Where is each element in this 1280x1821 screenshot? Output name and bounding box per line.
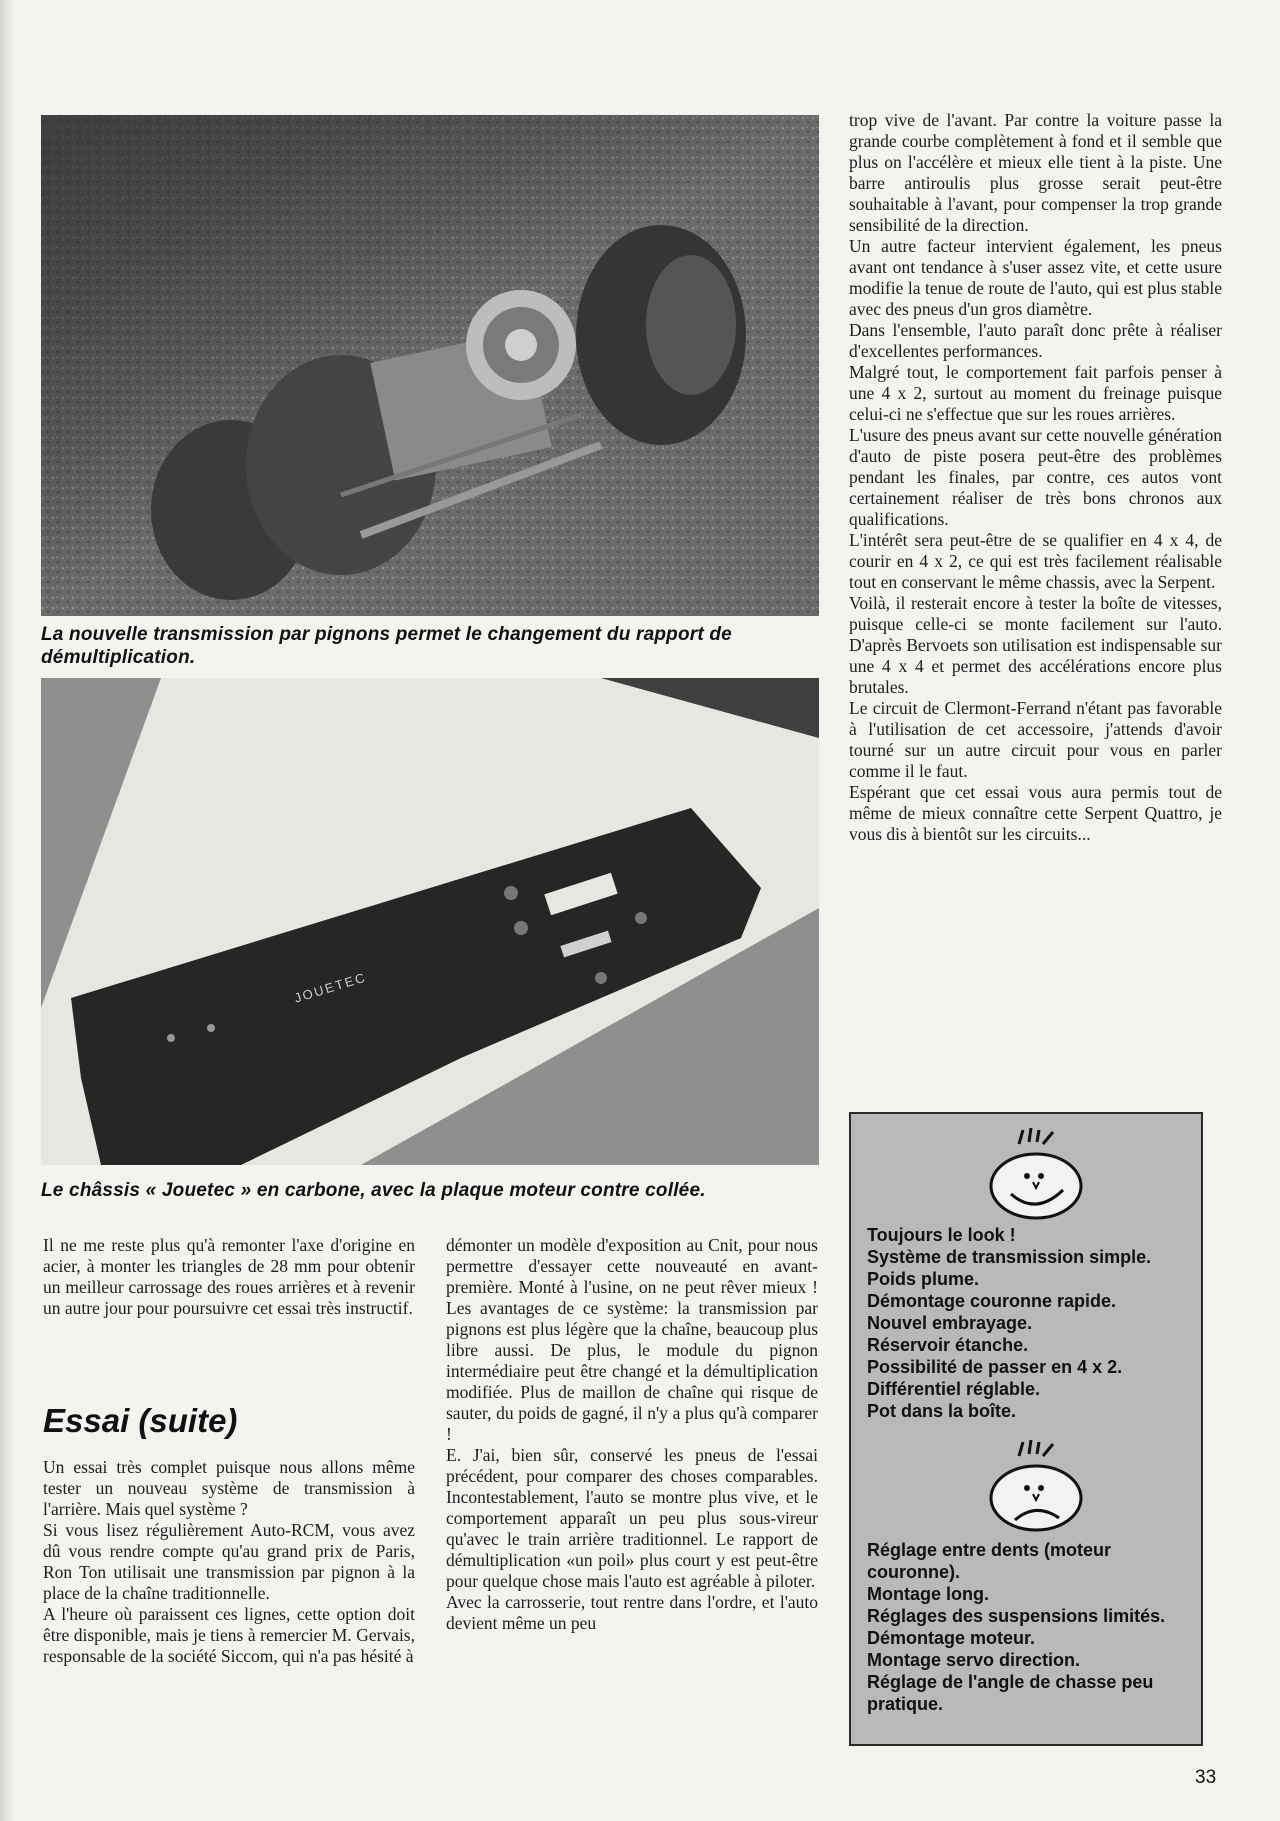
left-column-intro xyxy=(43,1235,415,1319)
positive-point: Système de transmission simple. xyxy=(867,1247,1152,1267)
body-paragraph: démonter un modèle d'exposition au Cnit, pour nous permettre d'essayer cette nouveauté en avant-première. Monté à l'usine, on ne peut rêver mieux ! Les avantages de ce système: la transmission par pignons est plus légère que la chaîne, beaucoup plus libre aussi. De plus, le module du pignon intermédiaire peut être changé et la démultiplication modifiée. Plus de maillon de chaîne qui risque de sauter, du poids de gagné, il n'y a plus qu'à comparer ! xyxy=(446,1235,818,1444)
body-paragraph: Espérant que cet essai vous aura permis tout de même de mieux connaître cette Serpent Quattro, je vous dis à bientôt sur les circuits... xyxy=(849,782,1222,844)
negative-points-list xyxy=(867,1539,1197,1715)
positive-point: Possibilité de passer en 4 x 2. xyxy=(867,1357,1123,1377)
body-paragraph: Voilà, il resterait encore à tester la boîte de vitesses, puisque celle-ci se monte facilement sur l'auto. D'après Bervoets son utilisation est indispensable sur une 4 x 4 et permet des accélérations encore plus brutales. xyxy=(849,593,1222,697)
chassis-photo-caption: Le châssis « Jouetec » en carbone, avec la plaque moteur contre collée. xyxy=(41,1180,706,1201)
body-paragraph: Si vous lisez régulièrement Auto-RCM, vous avez dû vous rendre compte qu'au grand prix de Paris, Ron Ton utilisait une transmission par pignon à la place de la chaîne traditionnelle. xyxy=(43,1520,415,1603)
negative-point: Réglage de l'angle de chasse peu pratique. xyxy=(867,1672,1154,1714)
positive-point: Nouvel embrayage. xyxy=(867,1313,1033,1333)
positive-point: Réservoir étanche. xyxy=(867,1335,1029,1355)
negative-point: Montage servo direction. xyxy=(867,1650,1081,1670)
middle-column-text xyxy=(446,1235,818,1634)
positive-point: Toujours le look ! xyxy=(867,1225,1016,1245)
positive-point: Pot dans la boîte. xyxy=(867,1401,1017,1421)
positive-point: Démontage couronne rapide. xyxy=(867,1291,1117,1311)
body-paragraph: Avec la carrosserie, tout rentre dans l'ordre, et l'auto devient même un peu xyxy=(446,1592,818,1633)
body-paragraph: Dans l'ensemble, l'auto paraît donc prête à réaliser d'excellentes performances. xyxy=(849,320,1222,361)
positive-points-list xyxy=(867,1224,1197,1422)
left-column-text xyxy=(43,1457,415,1667)
transmission-photo xyxy=(41,115,819,616)
chassis-photo xyxy=(41,678,819,1165)
body-paragraph: L'usure des pneus avant sur cette nouvelle génération d'auto de piste posera peut-être des problèmes pendant les finales, par contre, ces autos vont certainement réaliser de très bons chronos aux qualifications. xyxy=(849,425,1222,529)
body-paragraph: Un autre facteur intervient également, les pneus avant ont tendance à s'user assez vite, et cette usure modifie la tenue de route de l'auto, qui est plus stable avec des pneus d'un gros diamètre. xyxy=(849,236,1222,319)
body-paragraph: Le circuit de Clermont-Ferrand n'étant pas favorable à l'utilisation de cet accessoire, j'attends d'avoir tourné sur un autre circuit pour vous en parler comme il le faut. xyxy=(849,698,1222,781)
intro-paragraph: Il ne me reste plus qu'à remonter l'axe d'origine en acier, à monter les triangles de 28 mm pour obtenir un meilleur carrossage des roues arrières et à revenir un autre jour pour poursuivre cet essai très instructif. xyxy=(43,1235,415,1318)
body-paragraph: L'intérêt sera peut-être de se qualifier en 4 x 4, de courir en 4 x 2, ce qui est très facilement réalisable tout en conservant le même chassis, avec la Serpent. xyxy=(849,530,1222,592)
body-paragraph: trop vive de l'avant. Par contre la voiture passe la grande courbe complètement à fond et il semble que plus on l'accélère et mieux elle tient à la piste. Une barre antiroulis plus grosse serait peut-être souhaitable à l'avant, pour compenser la trop grande sensibilité de la direction. xyxy=(849,110,1222,235)
negative-point: Démontage moteur. xyxy=(867,1628,1036,1648)
body-paragraph: Un essai très complet puisque nous allons même tester un nouveau système de transmission à l'arrière. Mais quel système ? xyxy=(43,1457,415,1519)
body-paragraph: Malgré tout, le comportement fait parfois penser à une 4 x 2, surtout au moment du freinage puisque celui-ci ne s'effectue que sur les roues arrières. xyxy=(849,362,1222,424)
right-column-text xyxy=(849,110,1222,845)
negative-point: Réglages des suspensions limités. xyxy=(867,1606,1166,1626)
page-edge-shadow xyxy=(0,0,14,1821)
positive-point: Différentiel réglable. xyxy=(867,1379,1041,1399)
frowning-face-icon xyxy=(981,1436,1091,1536)
section-heading: Essai (suite) xyxy=(43,1402,238,1439)
chassis-marking: JOUETEC xyxy=(292,969,369,1006)
verdict-box xyxy=(849,1112,1203,1746)
page-number: 33 xyxy=(1195,1767,1217,1788)
body-paragraph: A l'heure où paraissent ces lignes, cette option doit être disponible, mais je tiens à remercier M. Gervais, responsable de la société Siccom, qui n'a pas hésité à xyxy=(43,1604,415,1666)
body-paragraph: E. J'ai, bien sûr, conservé les pneus de l'essai précédent, pour comparer des choses comparables. Incontestablement, l'auto se montre plus vive, et le comportement apparaît un peu plus sous-vireur qu'avec le train arrière traditionnel. Le rapport de démultiplication «un poil» plus court y est peut-être pour quelque chose mais l'auto est agréable à piloter. xyxy=(446,1445,818,1591)
positive-point: Poids plume. xyxy=(867,1269,980,1289)
smiling-face-icon xyxy=(981,1124,1091,1224)
negative-point: Réglage entre dents (moteur couronne). xyxy=(867,1540,1112,1582)
negative-point: Montage long. xyxy=(867,1584,989,1604)
transmission-photo-caption: La nouvelle transmission par pignons permet le changement du rapport de démultiplication. xyxy=(41,624,732,668)
